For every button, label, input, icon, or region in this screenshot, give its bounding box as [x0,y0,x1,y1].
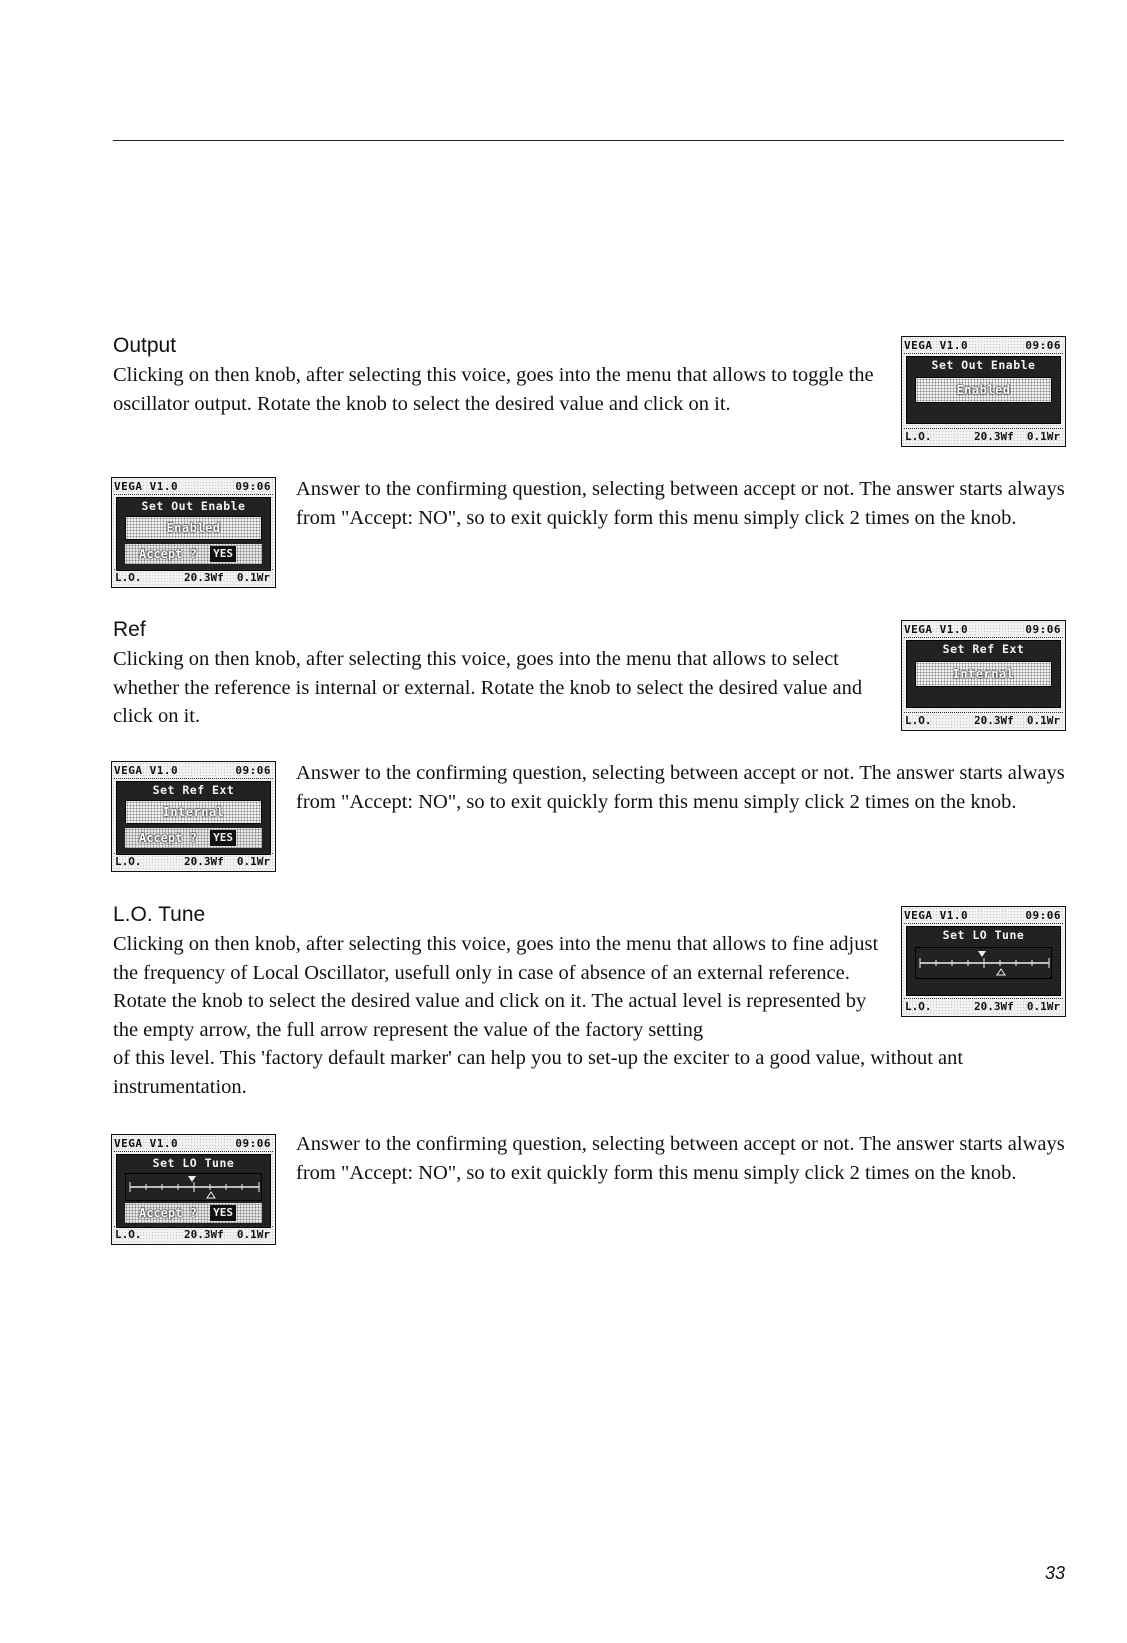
section-heading-ref: Ref [113,618,146,641]
lcd-accept-row: Accept ? YES [125,544,262,564]
lcd-menu-title: Set Out Enable [931,358,1036,372]
lcd-accept-row: Accept ? YES [125,1203,262,1223]
lcd-header: VEGA V1.0 09:06 [904,909,1061,922]
lcd-output-main [901,336,1066,447]
actual-level-empty-arrow [207,1192,215,1198]
lcd-menu-title: Set LO Tune [942,928,1025,942]
lcd-menu-frame [116,1154,271,1228]
lcd-header: VEGA V1.0 09:06 [904,339,1061,352]
ref-description: Clicking on then knob, after selecting this voice, goes into the menu that allows to select whether the reference is internal or external. Rotate the knob to select the desired value and click on it. [113,648,863,727]
lcd-footer: L.O. 20.3Wf 0.1Wr [904,999,1063,1015]
lcd-lo-tune-confirm [111,1134,276,1245]
lcd-header: VEGA V1.0 09:06 [904,623,1061,636]
lcd-menu-frame [906,926,1061,996]
output-description: Clicking on then knob, after selecting this voice, goes into the menu that allows to toggle the oscillator output. Rotate the knob to select the desired value and click on it. [113,364,874,415]
lcd-menu-frame [906,640,1061,708]
section-heading-lo-tune: L.O. Tune [113,903,206,926]
lcd-tune-scale [915,947,1052,979]
lcd-footer: L.O. 20.3Wf 0.1Wr [904,713,1063,729]
lo-tune-description-cont: of this level. This 'factory default marker' can help you to set-up the exciter to a good value, without ant instrumentation. [113,1047,964,1098]
ref-confirm-text: Answer to the confirming question, selecting between accept or not. The answer starts always from "Accept: NO", so to exit quickly form this menu simply click 2 times on the knob. [296,762,1065,813]
header-rule [113,140,1064,141]
lcd-value-field: Internal [125,800,262,824]
lcd-footer: L.O. 20.3Wf 0.1Wr [904,429,1063,445]
lcd-header: VEGA V1.0 09:06 [114,480,271,493]
lcd-footer: L.O. 20.3Wf 0.1Wr [114,570,273,586]
lcd-menu-frame [906,356,1061,424]
actual-level-empty-arrow [997,969,1005,975]
lcd-menu-title: Set Ref Ext [152,783,235,797]
lcd-yes-option: YES [210,546,236,562]
lcd-tune-scale [125,1173,262,1201]
lcd-footer: L.O. 20.3Wf 0.1Wr [114,854,273,870]
lcd-ref-confirm [111,761,276,872]
lo-tune-confirm-text: Answer to the confirming question, selecting between accept or not. The answer starts always from "Accept: NO", so to exit quickly form this menu simply click 2 times on the knob. [296,1133,1065,1184]
lcd-accept-row: Accept ? YES [125,828,262,848]
lcd-menu-frame [116,497,271,571]
lo-tune-description: Clicking on then knob, after selecting this voice, goes into the menu that allows to fine adjust the frequency of Local Oscillator, usefull only in case of absence of an external reference. Rotate the knob to select the desired value and click on it. The actual level is represented by the empty arrow, the full arrow represent the value of the factory setting [113,933,879,1041]
lcd-menu-title: Set Out Enable [141,499,246,513]
lcd-ref-main [901,620,1066,731]
lcd-value-field: Internal [915,661,1052,687]
lcd-header: VEGA V1.0 09:06 [114,1137,271,1150]
lcd-output-confirm [111,477,276,588]
page-number: 33 [1044,1563,1065,1583]
lcd-value-field: Enabled [125,516,262,540]
lcd-value-field: Enabled [915,377,1052,403]
lcd-yes-option: YES [210,830,236,846]
lcd-menu-frame [116,781,271,855]
tune-scale-graphic [126,1174,263,1200]
lcd-footer: L.O. 20.3Wf 0.1Wr [114,1227,273,1243]
lcd-menu-title: Set Ref Ext [942,642,1025,656]
factory-marker-full-arrow [978,951,986,957]
section-heading-output: Output [113,334,177,357]
lcd-menu-title: Set LO Tune [152,1156,235,1170]
factory-marker-full-arrow [188,1176,196,1182]
tune-scale-graphic [916,948,1053,978]
lcd-yes-option: YES [210,1205,236,1221]
lcd-lo-tune-main [901,906,1066,1017]
output-confirm-text: Answer to the confirming question, selecting between accept or not. The answer starts always from "Accept: NO", so to exit quickly form this menu simply click 2 times on the knob. [296,478,1065,529]
lcd-header: VEGA V1.0 09:06 [114,764,271,777]
